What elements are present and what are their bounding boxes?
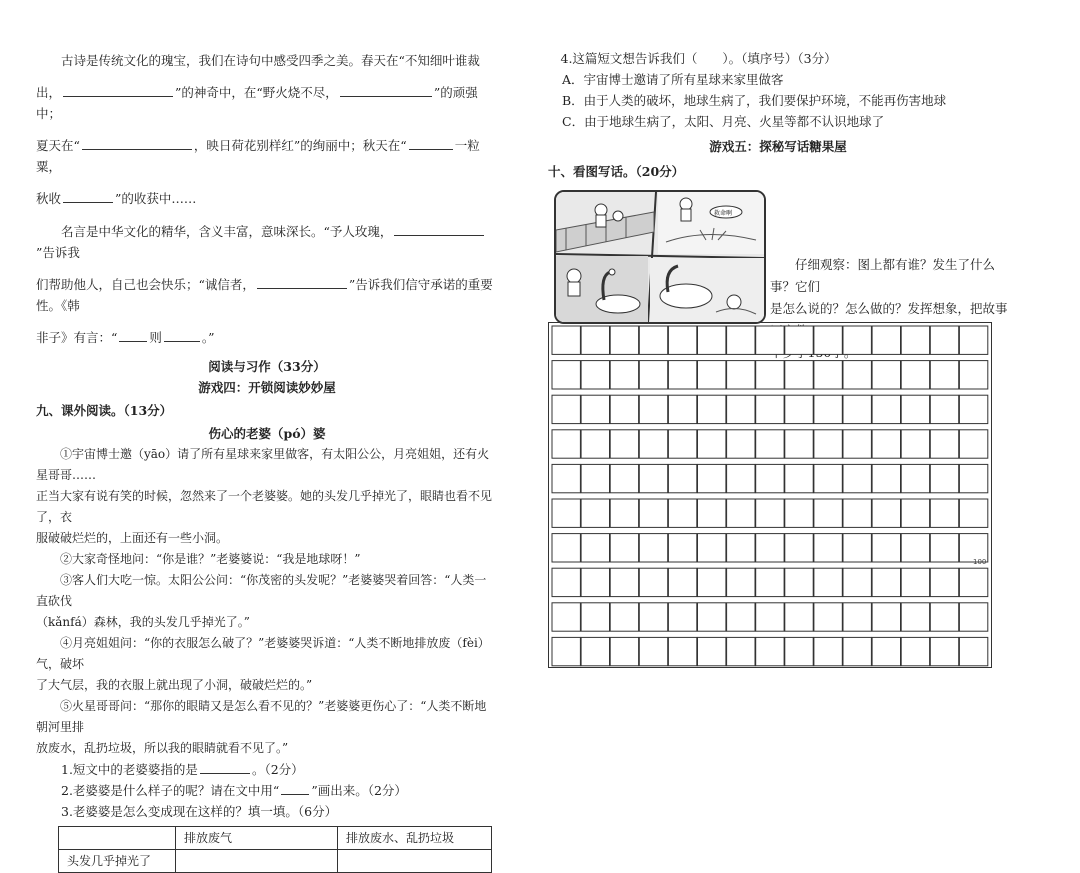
grid-cell[interactable] bbox=[901, 603, 929, 631]
grid-cell[interactable] bbox=[901, 464, 929, 492]
grid-cell[interactable] bbox=[843, 464, 871, 492]
poem-paragraph-line3: 夏天在“ ，映日荷花别样红”的绚丽中；秋天在“ 一粒粟， bbox=[36, 138, 480, 174]
story-paragraph-3: ③客人们大吃一惊。太阳公公问：“你茂密的头发呢？”老婆婆哭着回答：“人类一直砍伐 bbox=[36, 573, 487, 608]
grid-cell[interactable] bbox=[639, 430, 667, 458]
prompt-line-1: 仔细观察：图上都有谁？发生了什么事？它们 bbox=[770, 257, 996, 294]
grid-cell[interactable] bbox=[639, 395, 667, 423]
grid-cell[interactable] bbox=[581, 430, 609, 458]
grid-cell[interactable] bbox=[901, 326, 929, 354]
grid-cell[interactable] bbox=[785, 568, 813, 596]
grid-cell[interactable] bbox=[698, 568, 726, 596]
comic-illustration bbox=[554, 190, 766, 324]
grid-cell[interactable] bbox=[843, 499, 871, 527]
grid-cell[interactable] bbox=[814, 603, 842, 631]
story-paragraph-4: ④月亮姐姐问：“你的衣服怎么破了？”老婆婆哭诉道：“人类不断地排放废（fèi）气，破坏 bbox=[36, 636, 490, 671]
grid-cell[interactable] bbox=[872, 361, 900, 389]
game-four-title: 游戏四：开锁阅读妙妙屋 bbox=[198, 380, 336, 395]
story-paragraph-4-cont: 了大气层，我的衣服上就出现了小洞，破破烂烂的。” bbox=[36, 678, 313, 692]
grid-cell[interactable] bbox=[930, 361, 958, 389]
option-b[interactable]: B．由于人类的破坏，地球生病了，我们要保护环境，不能再伤害地球 bbox=[562, 93, 947, 108]
grid-cell[interactable] bbox=[814, 499, 842, 527]
grid-cell[interactable] bbox=[814, 395, 842, 423]
grid-cell[interactable] bbox=[901, 499, 929, 527]
grid-cell[interactable] bbox=[872, 326, 900, 354]
grid-cell[interactable] bbox=[727, 568, 755, 596]
poem-blank-2[interactable] bbox=[340, 83, 432, 97]
proverb-paragraph-line2: 们帮助他人，自己也会快乐；“诚信者， ”告诉我们信守承诺的重要性。《韩 bbox=[36, 277, 493, 313]
grid-cell[interactable] bbox=[581, 464, 609, 492]
story-paragraph-5-cont: 放废水，乱扔垃圾，所以我的眼睛就看不见了。” bbox=[36, 741, 289, 755]
grid-cell[interactable] bbox=[756, 326, 784, 354]
grid-cell[interactable] bbox=[930, 326, 958, 354]
grid-cell[interactable] bbox=[581, 568, 609, 596]
question-ten-heading: 十、看图写话。（20分） bbox=[548, 164, 685, 179]
grid-cell[interactable] bbox=[552, 430, 580, 458]
grid-cell[interactable] bbox=[814, 430, 842, 458]
grid-cell[interactable] bbox=[756, 534, 784, 562]
grid-cell[interactable] bbox=[698, 395, 726, 423]
grid-cell[interactable] bbox=[698, 603, 726, 631]
proverb-blank-4[interactable] bbox=[164, 328, 200, 342]
grid-cell[interactable] bbox=[785, 534, 813, 562]
table-header-cell: 排放废水、乱扔垃圾 bbox=[338, 827, 492, 850]
table-header-row bbox=[59, 827, 492, 850]
writing-grid[interactable] bbox=[548, 322, 992, 668]
grid-cell[interactable] bbox=[756, 603, 784, 631]
grid-cell[interactable] bbox=[959, 637, 987, 665]
grid-cell[interactable] bbox=[639, 534, 667, 562]
grid-cell[interactable] bbox=[552, 637, 580, 665]
grid-cell[interactable] bbox=[872, 637, 900, 665]
grid-cell[interactable] bbox=[756, 464, 784, 492]
story-paragraph-5: ⑤火星哥哥问：“那你的眼睛又是怎么看不见的？”老婆婆更伤心了：“人类不断地朝河里排 bbox=[36, 699, 487, 734]
grid-cell[interactable] bbox=[581, 395, 609, 423]
story-paragraph-1-end: 服破破烂烂的，上面还有一些小洞。 bbox=[36, 531, 229, 545]
grid-cell[interactable] bbox=[872, 603, 900, 631]
grid-cell[interactable] bbox=[814, 637, 842, 665]
grid-cell[interactable] bbox=[668, 534, 696, 562]
poem-paragraph-line4: 秋收 ”的收获中…… bbox=[36, 191, 197, 206]
grid-cell[interactable] bbox=[814, 464, 842, 492]
option-a[interactable]: A．宇宙博士邀请了所有星球来家里做客 bbox=[562, 72, 784, 87]
grid-cell[interactable] bbox=[930, 430, 958, 458]
grid-cell[interactable] bbox=[930, 637, 958, 665]
poem-paragraph-line1: 古诗是传统文化的瑰宝，我们在诗句中感受四季之美。春天在“不知细叶谁裁 bbox=[61, 53, 480, 68]
grid-cell[interactable] bbox=[756, 361, 784, 389]
reading-section-title: 阅读与习作（33分） bbox=[208, 359, 326, 374]
grid-cell[interactable] bbox=[843, 568, 871, 596]
poem-blank-3[interactable] bbox=[82, 136, 192, 150]
grid-cell[interactable] bbox=[552, 464, 580, 492]
grid-cell[interactable] bbox=[639, 464, 667, 492]
grid-cell[interactable] bbox=[959, 499, 987, 527]
grid-cell[interactable] bbox=[727, 326, 755, 354]
grid-cell[interactable] bbox=[959, 603, 987, 631]
grid-cell[interactable] bbox=[698, 464, 726, 492]
grid-cell[interactable] bbox=[727, 361, 755, 389]
grid-cell[interactable] bbox=[668, 430, 696, 458]
grid-cell[interactable] bbox=[872, 464, 900, 492]
grid-cell[interactable] bbox=[552, 395, 580, 423]
grid-cell[interactable] bbox=[843, 430, 871, 458]
grid-cell[interactable] bbox=[668, 464, 696, 492]
grid-cell[interactable] bbox=[639, 637, 667, 665]
grid-cell[interactable] bbox=[552, 568, 580, 596]
grid-cell[interactable] bbox=[843, 361, 871, 389]
grid-cell[interactable] bbox=[930, 499, 958, 527]
grid-cell[interactable] bbox=[581, 637, 609, 665]
poem-blank-4[interactable] bbox=[409, 136, 453, 150]
question-nine-heading: 九、课外阅读。（13分） bbox=[36, 403, 173, 418]
fill-in-table bbox=[58, 826, 492, 873]
table-row bbox=[59, 850, 492, 873]
grid-cell[interactable] bbox=[930, 464, 958, 492]
writing-grid-svg bbox=[549, 323, 991, 667]
table-answer-cell[interactable] bbox=[176, 850, 338, 873]
grid-cell[interactable] bbox=[668, 361, 696, 389]
grid-cell[interactable] bbox=[639, 326, 667, 354]
grid-cell[interactable] bbox=[610, 534, 638, 562]
proverb-blank-1[interactable] bbox=[394, 222, 484, 236]
grid-cell[interactable] bbox=[610, 603, 638, 631]
grid-cell[interactable] bbox=[959, 326, 987, 354]
grid-cell[interactable] bbox=[785, 637, 813, 665]
grid-cell[interactable] bbox=[843, 326, 871, 354]
grid-cell[interactable] bbox=[930, 534, 958, 562]
grid-cell[interactable] bbox=[843, 603, 871, 631]
story-paragraph-1-cont: 正当大家有说有笑的时候，忽然来了一个老婆婆。她的头发几乎掉光了，眼睛也看不见了，衣 bbox=[36, 489, 493, 524]
grid-cell[interactable] bbox=[668, 499, 696, 527]
grid-cell[interactable] bbox=[668, 395, 696, 423]
grid-cell[interactable] bbox=[552, 361, 580, 389]
answer-blank-q1[interactable] bbox=[200, 760, 250, 774]
grid-cell[interactable] bbox=[668, 603, 696, 631]
grid-cell[interactable] bbox=[785, 361, 813, 389]
grid-cell[interactable] bbox=[668, 326, 696, 354]
grid-cell[interactable] bbox=[698, 534, 726, 562]
grid-cell[interactable] bbox=[756, 568, 784, 596]
grid-cell[interactable] bbox=[901, 534, 929, 562]
grid-cell[interactable] bbox=[610, 395, 638, 423]
grid-cell[interactable] bbox=[727, 534, 755, 562]
grid-cell[interactable] bbox=[872, 499, 900, 527]
proverb-paragraph-line1: 名言是中华文化的精华，含义丰富，意味深长。“予人玫瑰，”告诉我 bbox=[36, 221, 498, 263]
table-row-label: 头发几乎掉光了 bbox=[59, 850, 176, 873]
prompt-line-2: 是怎么说的？怎么做的？发挥想象，把故事 bbox=[770, 301, 1008, 316]
wavy-line-sample bbox=[281, 781, 309, 795]
grid-cell[interactable] bbox=[581, 326, 609, 354]
grid-cell[interactable] bbox=[698, 637, 726, 665]
grid-cell[interactable] bbox=[581, 534, 609, 562]
grid-cell[interactable] bbox=[814, 568, 842, 596]
grid-cell[interactable] bbox=[581, 499, 609, 527]
grid-cell[interactable] bbox=[814, 534, 842, 562]
grid-cell[interactable] bbox=[698, 430, 726, 458]
grid-cell[interactable] bbox=[901, 568, 929, 596]
story-paragraph-2: ②大家奇怪地问：“你是谁？”老婆婆说：“我是地球呀！” bbox=[60, 552, 361, 566]
grid-cell[interactable] bbox=[785, 395, 813, 423]
proverb-paragraph-line3: 非子》有言：“ 则 。” bbox=[36, 330, 215, 345]
grid-cell[interactable] bbox=[756, 395, 784, 423]
panel-2-splash bbox=[658, 192, 764, 254]
grid-cell[interactable] bbox=[668, 568, 696, 596]
grid-cell[interactable] bbox=[610, 499, 638, 527]
grid-cell[interactable] bbox=[814, 361, 842, 389]
grid-cell[interactable] bbox=[901, 430, 929, 458]
grid-cell[interactable] bbox=[639, 499, 667, 527]
grid-cell[interactable] bbox=[727, 603, 755, 631]
sub-question-3: 3.老婆婆是怎么变成现在这样的？填一填。（6分） bbox=[61, 804, 338, 819]
right-page bbox=[548, 48, 1008, 182]
grid-cell[interactable] bbox=[785, 464, 813, 492]
grid-cell[interactable] bbox=[581, 361, 609, 389]
proverb-blank-3[interactable] bbox=[119, 328, 147, 342]
grid-cell[interactable] bbox=[785, 603, 813, 631]
grid-cell[interactable] bbox=[785, 499, 813, 527]
grid-cell[interactable] bbox=[901, 395, 929, 423]
grid-cell[interactable] bbox=[727, 464, 755, 492]
grid-cell[interactable] bbox=[843, 534, 871, 562]
story-paragraph-1: ①宇宙博士邀（yāo）请了所有星球来家里做客，有太阳公公，月亮姐姐，还有火星哥哥…… bbox=[36, 447, 490, 482]
grid-cell[interactable] bbox=[552, 499, 580, 527]
grid-cell[interactable] bbox=[698, 499, 726, 527]
grid-cell[interactable] bbox=[610, 637, 638, 665]
grid-cell[interactable] bbox=[843, 637, 871, 665]
option-c[interactable]: C．由于地球生病了，太阳、月亮、火星等都不认识地球了 bbox=[562, 114, 885, 129]
panel-4-rescue bbox=[650, 258, 764, 322]
grid-cell[interactable] bbox=[610, 430, 638, 458]
grid-cell[interactable] bbox=[639, 361, 667, 389]
table-cell bbox=[59, 827, 176, 850]
grid-cell[interactable] bbox=[901, 361, 929, 389]
grid-cell[interactable] bbox=[901, 637, 929, 665]
grid-cell[interactable] bbox=[552, 603, 580, 631]
grid-count-mark: 100 bbox=[973, 558, 987, 566]
grid-cell[interactable] bbox=[727, 637, 755, 665]
comic-speech-bubble: 救命啊 bbox=[714, 210, 733, 217]
grid-cell[interactable] bbox=[756, 637, 784, 665]
grid-cell[interactable] bbox=[552, 534, 580, 562]
left-page bbox=[36, 50, 498, 873]
grid-cell[interactable] bbox=[610, 464, 638, 492]
grid-cell[interactable] bbox=[872, 568, 900, 596]
grid-cell[interactable] bbox=[930, 603, 958, 631]
poem-paragraph-line2: 出， ”的神奇中，在“野火烧不尽， ”的顽强中； bbox=[36, 85, 478, 121]
grid-cell[interactable] bbox=[872, 534, 900, 562]
grid-cell[interactable] bbox=[639, 568, 667, 596]
sub-question-4: 4.这篇短文想告诉我们（ ）。（填序号）（3分） bbox=[560, 51, 837, 66]
grid-cell[interactable] bbox=[668, 637, 696, 665]
grid-cell[interactable] bbox=[727, 430, 755, 458]
grid-cell[interactable] bbox=[843, 395, 871, 423]
game-five-title: 游戏五：探秘写话糖果屋 bbox=[709, 139, 847, 154]
grid-cell[interactable] bbox=[872, 430, 900, 458]
grid-cell[interactable] bbox=[785, 430, 813, 458]
sub-question-1: 1.短文中的老婆婆指的是 。（2分） bbox=[61, 762, 304, 777]
grid-cell[interactable] bbox=[756, 499, 784, 527]
grid-cell[interactable] bbox=[552, 326, 580, 354]
grid-cell[interactable] bbox=[930, 395, 958, 423]
story-paragraph-3-cont: （kǎnfá）森林，我的头发几乎掉光了。” bbox=[36, 615, 250, 629]
story-title: 伤心的老婆（pó）婆 bbox=[208, 426, 326, 441]
grid-cell[interactable] bbox=[785, 326, 813, 354]
grid-cell[interactable] bbox=[959, 568, 987, 596]
grid-cell[interactable] bbox=[581, 603, 609, 631]
grid-cell[interactable] bbox=[639, 603, 667, 631]
grid-cell[interactable] bbox=[727, 499, 755, 527]
table-answer-cell[interactable] bbox=[338, 850, 492, 873]
grid-cell[interactable] bbox=[959, 430, 987, 458]
grid-cell[interactable] bbox=[872, 395, 900, 423]
grid-cell[interactable] bbox=[727, 395, 755, 423]
proverb-blank-2[interactable] bbox=[257, 275, 347, 289]
panel-3-swan bbox=[556, 256, 648, 322]
grid-cell[interactable] bbox=[610, 361, 638, 389]
grid-cell[interactable] bbox=[959, 464, 987, 492]
poem-blank-1[interactable] bbox=[63, 83, 173, 97]
grid-cell[interactable] bbox=[610, 326, 638, 354]
grid-cell[interactable] bbox=[698, 326, 726, 354]
grid-cell[interactable] bbox=[756, 430, 784, 458]
poem-blank-5[interactable] bbox=[63, 189, 113, 203]
grid-cell[interactable] bbox=[959, 361, 987, 389]
grid-cell[interactable] bbox=[610, 568, 638, 596]
sub-question-2: 2.老婆婆是什么样子的呢？请在文中用“ ”画出来。（2分） bbox=[61, 783, 407, 798]
table-header-cell: 排放废气 bbox=[176, 827, 338, 850]
grid-cell[interactable] bbox=[930, 568, 958, 596]
grid-cell[interactable] bbox=[698, 361, 726, 389]
grid-cell[interactable] bbox=[814, 326, 842, 354]
comic-panels-svg bbox=[556, 192, 764, 322]
grid-cell[interactable] bbox=[959, 395, 987, 423]
